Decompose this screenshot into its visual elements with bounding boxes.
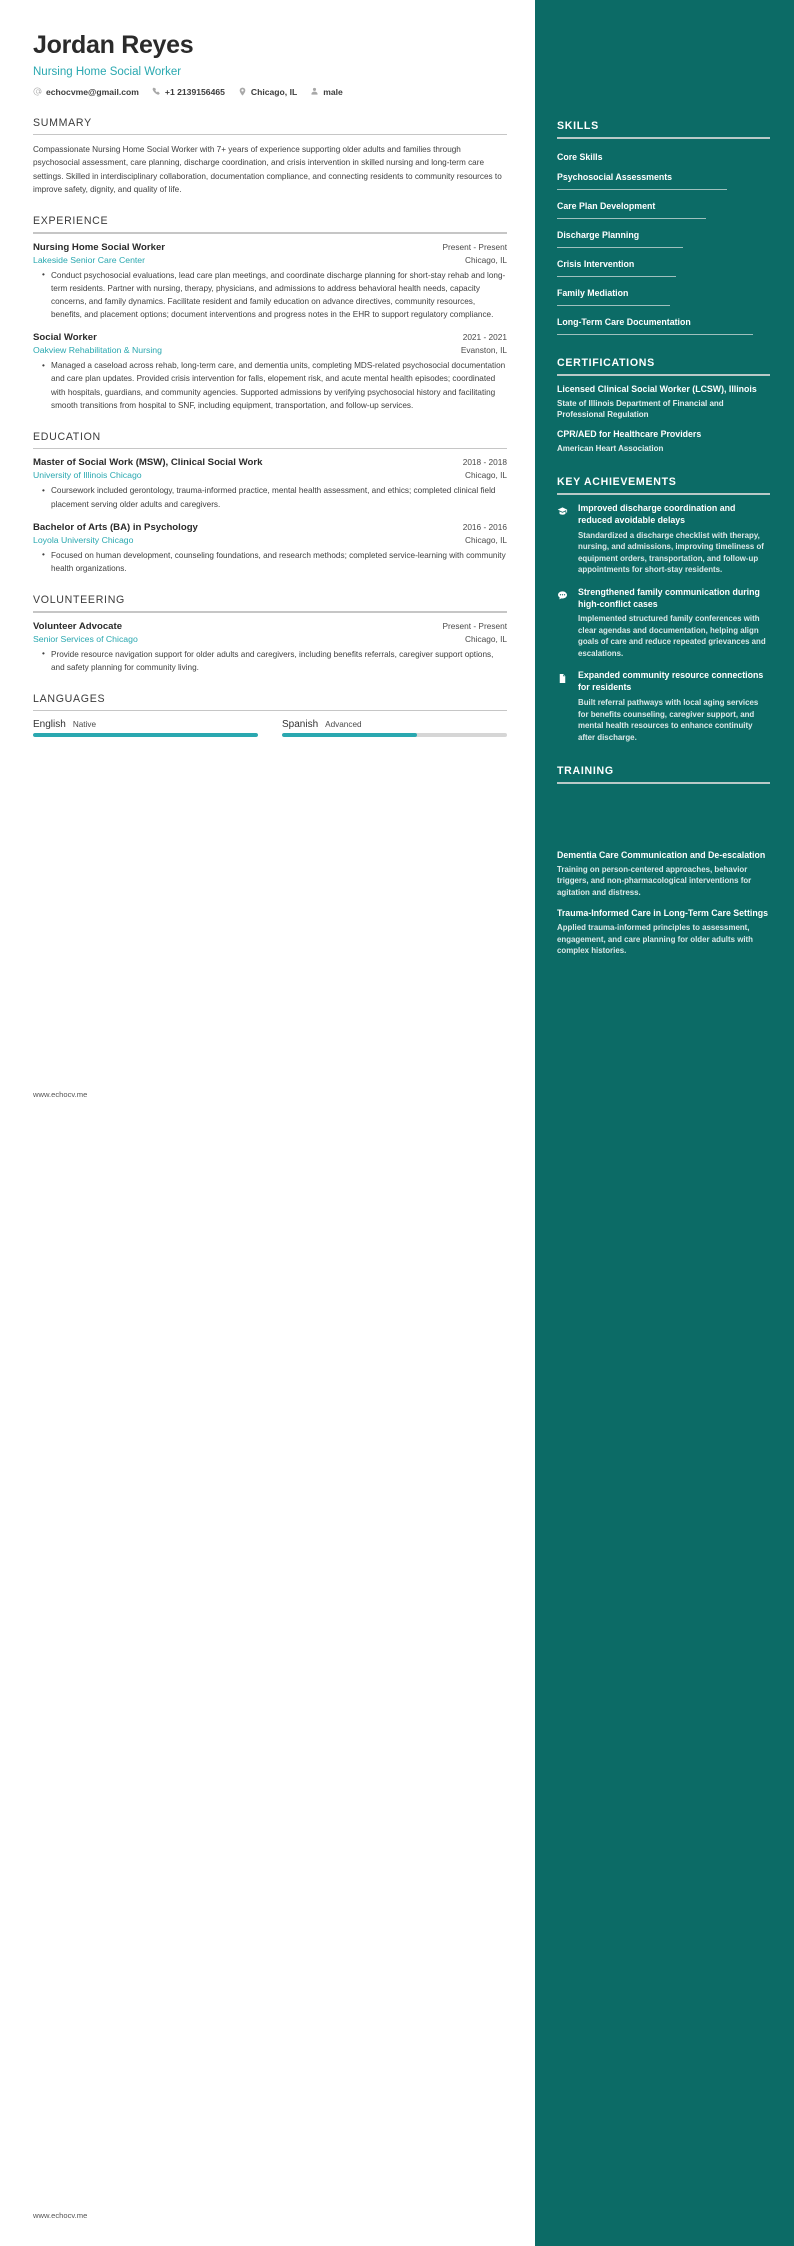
section-experience-title: EXPERIENCE [33,215,109,228]
entry-bullets [33,549,507,575]
entry-location: Evanston, IL [460,345,507,356]
education-entry [33,522,507,575]
section-volunteering [33,594,507,674]
contact-gender-value: male [323,87,343,97]
contact-phone-value: +1 2139156465 [164,87,225,97]
contact-phone[interactable] [152,87,225,98]
sidebar-section-skills [557,120,770,335]
section-divider [33,710,507,712]
entry-location: Chicago, IL [465,254,507,265]
bullet-item: • Focused on human development, counseling foundations, and research methods; completed service-learning with community health organizations. [44,549,507,575]
entry-role: Bachelor of Arts (BA) in Psychology [33,521,198,533]
experience-entry [33,242,507,322]
education-entry [33,457,507,510]
skill-underline [557,305,670,306]
entry-role: Volunteer Advocate [33,620,123,632]
entry-bullets [33,359,507,412]
entry-date: 2016 - 2016 [462,521,507,532]
language-progress-bar [33,733,258,736]
header-block [33,32,507,98]
training-name: Trauma-Informed Care in Long-Term Care Settings [557,908,768,919]
certification-issuer: State of Illinois Department of Financial and Professional Regulation [557,398,724,419]
entry-role: Master of Social Work (MSW), Clinical Social Work [33,457,263,469]
entry-bullets [33,269,507,322]
language-progress-bar [282,733,507,736]
certification-item [557,429,770,454]
candidate-name: Jordan Reyes [33,31,194,59]
section-summary-title: SUMMARY [33,116,92,129]
footer-url-bottom[interactable]: www.echocv.me [33,2211,88,2220]
graduation-cap-icon [557,503,569,576]
training-item [557,908,770,956]
contact-location-value: Chicago, IL [250,87,298,97]
entry-date: Present - Present [442,620,507,631]
skill-item [557,283,770,306]
contact-email[interactable] [33,87,139,98]
person-icon [310,87,319,98]
entry-date: 2021 - 2021 [462,332,507,343]
entry-date: 2018 - 2018 [462,457,507,468]
section-languages-title: LANGUAGES [33,692,106,705]
achievement-title: Improved discharge coordination and reduced avoidable delays [578,502,736,525]
skill-item [557,312,770,335]
entry-role: Nursing Home Social Worker [33,241,166,253]
skill-label: Discharge Planning [557,229,640,240]
language-item [282,719,507,736]
entry-bullets [33,484,507,510]
skill-item [557,196,770,219]
contact-location [238,87,297,98]
language-level: Advanced [325,720,362,730]
section-divider [33,232,507,234]
candidate-job-title: Nursing Home Social Worker [33,65,182,78]
languages-grid [33,719,507,736]
skill-item [557,254,770,277]
contact-gender [310,87,343,98]
sidebar-achievements-title: KEY ACHIEVEMENTS [557,476,677,489]
achievement-description: Implemented structured family conferences with clear agendas and documentation, helping align goals of care and reduce repeated grievances and escalations. [578,614,766,658]
sidebar-skills-title: SKILLS [557,120,599,132]
entry-organization: Senior Services of Chicago [33,633,138,644]
phone-icon [152,87,161,98]
language-item [33,719,258,736]
document-icon [557,670,569,743]
skill-label: Psychosocial Assessments [557,171,673,182]
skill-underline [557,334,753,335]
experience-entry [33,332,507,412]
section-education [33,431,507,575]
language-level: Native [72,720,97,730]
bullet-item: • Provide resource navigation support for older adults and caregivers, including benefits referrals, caregiver support options, and safety planning for community living. [44,648,507,674]
achievement-item [557,503,770,576]
achievement-title: Expanded community resource connections for residents [578,670,764,693]
sidebar-divider [557,782,770,784]
skill-underline [557,247,683,248]
training-spacer [557,792,770,850]
skill-label: Crisis Intervention [557,258,635,269]
sidebar [535,0,794,2246]
email-icon [33,87,42,98]
achievement-title: Strengthened family communication during high-conflict cases [578,586,760,609]
language-progress-fill [33,733,258,736]
section-volunteering-title: VOLUNTEERING [33,593,125,606]
certification-issuer: American Heart Association [557,443,664,453]
achievement-item [557,670,770,743]
skill-label: Family Mediation [557,287,629,298]
entry-organization: University of Illinois Chicago [33,470,142,481]
entry-organization: Loyola University Chicago [33,534,134,545]
certification-name: Licensed Clinical Social Worker (LCSW), Illinois [557,383,757,394]
entry-location: Chicago, IL [465,470,507,481]
sidebar-section-training [557,765,770,956]
skill-group-label-wrap [557,147,770,165]
achievement-description: Standardized a discharge checklist with therapy, nursing, and admissions, improving timeliness of equipment orders, transportation, and follow-up appointments for short-stay residents. [578,530,764,575]
sidebar-divider [557,493,770,495]
contact-email-value: echocvme@gmail.com [46,87,139,97]
certification-name: CPR/AED for Healthcare Providers [557,428,702,439]
skill-label: Long-Term Care Documentation [557,316,691,327]
sidebar-divider [557,374,770,376]
entry-bullets [33,648,507,674]
training-item [557,850,770,898]
skill-group-label: Core Skills [557,151,603,162]
skill-underline [557,218,706,219]
entry-role: Social Worker [33,332,97,344]
section-education-title: EDUCATION [33,430,101,443]
skill-item [557,225,770,248]
language-progress-fill [282,733,417,736]
achievement-description: Built referral pathways with local aging services for benefits counseling, caregiver support, and mental health resources to enhance continuity after discharge. [578,698,759,742]
skill-item [557,167,770,190]
speech-bubble-icon [557,587,569,660]
training-name: Dementia Care Communication and De-escalation [557,849,766,860]
bullet-item: • Conduct psychosocial evaluations, lead care plan meetings, and coordinate discharge planning for short-stay rehab and long-term residents. Partner with nursing, therapy, physicians, and admissions to address behavioral health needs, capacity concerns, and family dynamics. Facilitate resident and family education on advance directives, community resources, benefits, and placement options; document interventions and progress notes in the EHR to support regulatory compliance. [44,269,507,322]
section-summary [33,117,507,197]
certification-item [557,384,770,420]
section-divider [33,611,507,613]
sidebar-section-certifications [557,357,770,454]
entry-organization: Lakeside Senior Care Center [33,254,146,265]
achievement-item [557,587,770,660]
training-description: Applied trauma-informed principles to assessment, engagement, and care planning for older adults with complex histories. [557,923,753,955]
skill-underline [557,189,727,190]
entry-organization: Oakview Rehabilitation & Nursing [33,345,162,356]
section-divider [33,448,507,450]
bullet-item: • Coursework included gerontology, trauma-informed practice, mental health assessment, and ethics; completed clinical field placement serving older adults and caregivers. [44,484,507,510]
language-name: English [33,719,66,731]
sidebar-training-title: TRAINING [557,765,614,778]
sidebar-divider [557,137,770,139]
location-pin-icon [238,87,247,98]
entry-location: Chicago, IL [465,534,507,545]
section-divider [33,134,507,136]
bullet-item: • Managed a caseload across rehab, long-term care, and dementia units, completing MDS-related psychosocial documentation and care plan updates. Provided crisis intervention for falls, elopement risk, and acute mental health episodes; coordinated with hospitals, guardians, and community agencies. Supported admissions by verifying psychosocial history and facilitating smooth transitions from hospital to SNF, including equipment, transportation, and follow-up services. [44,359,507,412]
footer-url-top[interactable]: www.echocv.me [33,1090,88,1099]
language-name: Spanish [282,719,319,731]
entry-date: Present - Present [442,241,507,252]
skill-underline [557,276,676,277]
section-experience [33,215,507,412]
volunteering-entry [33,621,507,674]
section-languages [33,693,507,737]
summary-text: Compassionate Nursing Home Social Worker with 7+ years of experience supporting older adults and families through psychosocial assessment, care planning, discharge coordination, and crisis intervention in skilled nursing and long-term care settings. Skilled in interdisciplinary collaboration, documentation compliance, and connecting residents to community resources to improve safety, dignity, and quality of life. [33,145,502,194]
sidebar-certifications-title: CERTIFICATIONS [557,356,655,369]
sidebar-section-achievements [557,476,770,743]
training-description: Training on person-centered approaches, behavior triggers, and non-pharmacological interventions for agitation and distress. [557,864,752,897]
skill-label: Care Plan Development [557,200,656,211]
entry-location: Chicago, IL [465,633,507,644]
contact-row [33,87,507,98]
